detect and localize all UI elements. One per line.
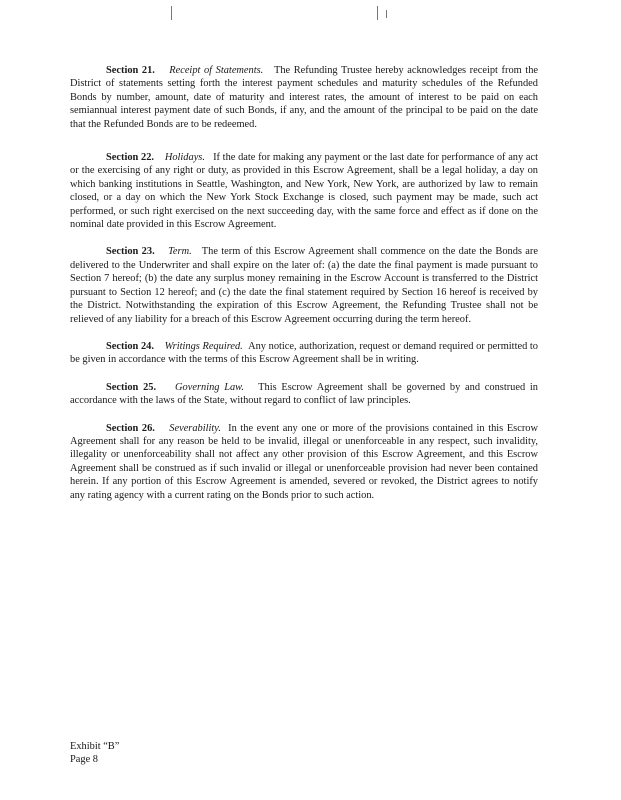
section-text: If the date for making any payment or the last date for performance of any act or the exercising of any right or duty, as provided in this Escrow Agreement, shall be a legal holiday, a day on which banking institutions in Seattle, Washington, and New York, New York, are authorized by law to remain closed, or a day on which the New York Stock Exchange is closed, such payment may be made, such act performed, or such right exercised on the next succeeding day, with the same force and effect as if done on the nominal date provided in this Escrow Agreement.: [70, 152, 539, 231]
section-22: [70, 151, 538, 231]
section-title: Governing Law.: [175, 381, 244, 393]
scan-mark: [377, 6, 378, 20]
section-number: Section 25.: [106, 381, 157, 393]
page-number: Page 8: [70, 754, 98, 765]
section-title: Receipt of Statements.: [169, 65, 264, 76]
section-number: Section 23.: [106, 246, 155, 258]
section-number: Section 21.: [106, 65, 155, 76]
section-25: [70, 381, 538, 408]
section-text: Any notice, authorization, request or demand required or permitted to be given in accordance with the terms of this Escrow Agreement shall be in writing.: [70, 340, 538, 366]
scan-mark: [386, 10, 387, 18]
document-body: [70, 64, 538, 516]
section-title: Writings Required.: [164, 340, 243, 352]
section-title: Holidays.: [164, 152, 205, 164]
section-title: Term.: [168, 246, 192, 258]
section-text: The Refunding Trustee hereby acknowledges receipt from the District of statements setting forth the interest payment schedules and maturity schedules of the Refunded Bonds by number, amount, date of maturity and interest rates, the amount of interest to be paid on each semiannual interest payment date of such Bonds, if any, and the amount of the principal to be paid on the date that the Refunded Bonds are to be redeemed.: [70, 65, 539, 130]
scan-mark: [171, 6, 172, 20]
section-text: This Escrow Agreement shall be governed by and construed in accordance with the laws of the State, without regard to conflict of law principles.: [70, 381, 539, 407]
section-text: In the event any one or more of the provisions contained in this Escrow Agreement shall for any reason be held to be invalid, illegal or unenforceable in any respect, such invalidity, illegality or unenforceability shall not affect any other provision of this Escrow Agreement, and this Escrow Agreement shall be construed as if such invalid or illegal or unenforceable provision had never been contained herein. If any portion of this Escrow Agreement is amended, severed or revoked, the District agrees to notify any rating agency with a current rating on the Bonds prior to such action.: [70, 422, 538, 501]
section-text: The term of this Escrow Agreement shall commence on the date the Bonds are delivered to the Underwriter and shall expire on the later of: (a) the date the final payment is made pursuant to Section 7 hereof; (b) the date any surplus money remaining in the Escrow Account is transferred to the District pursuant to Section 12 hereof; and (c) the date the final statement required by Section 16 hereof is received by the District. Notwithstanding the expiration of this Escrow Agreement, the Refunding Trustee shall not be relieved of any liability for a breach of this Escrow Agreement occurring during the term hereof.: [70, 246, 538, 325]
section-24: [70, 340, 538, 367]
section-26: [70, 422, 538, 502]
section-23: [70, 245, 538, 325]
section-number: Section 24.: [106, 340, 154, 352]
section-number: Section 22.: [106, 152, 155, 164]
section-21: [70, 64, 538, 131]
section-title: Severability.: [169, 422, 221, 434]
section-number: Section 26.: [106, 422, 155, 434]
exhibit-label: Exhibit “B”: [70, 741, 120, 752]
page-footer: [70, 740, 119, 766]
